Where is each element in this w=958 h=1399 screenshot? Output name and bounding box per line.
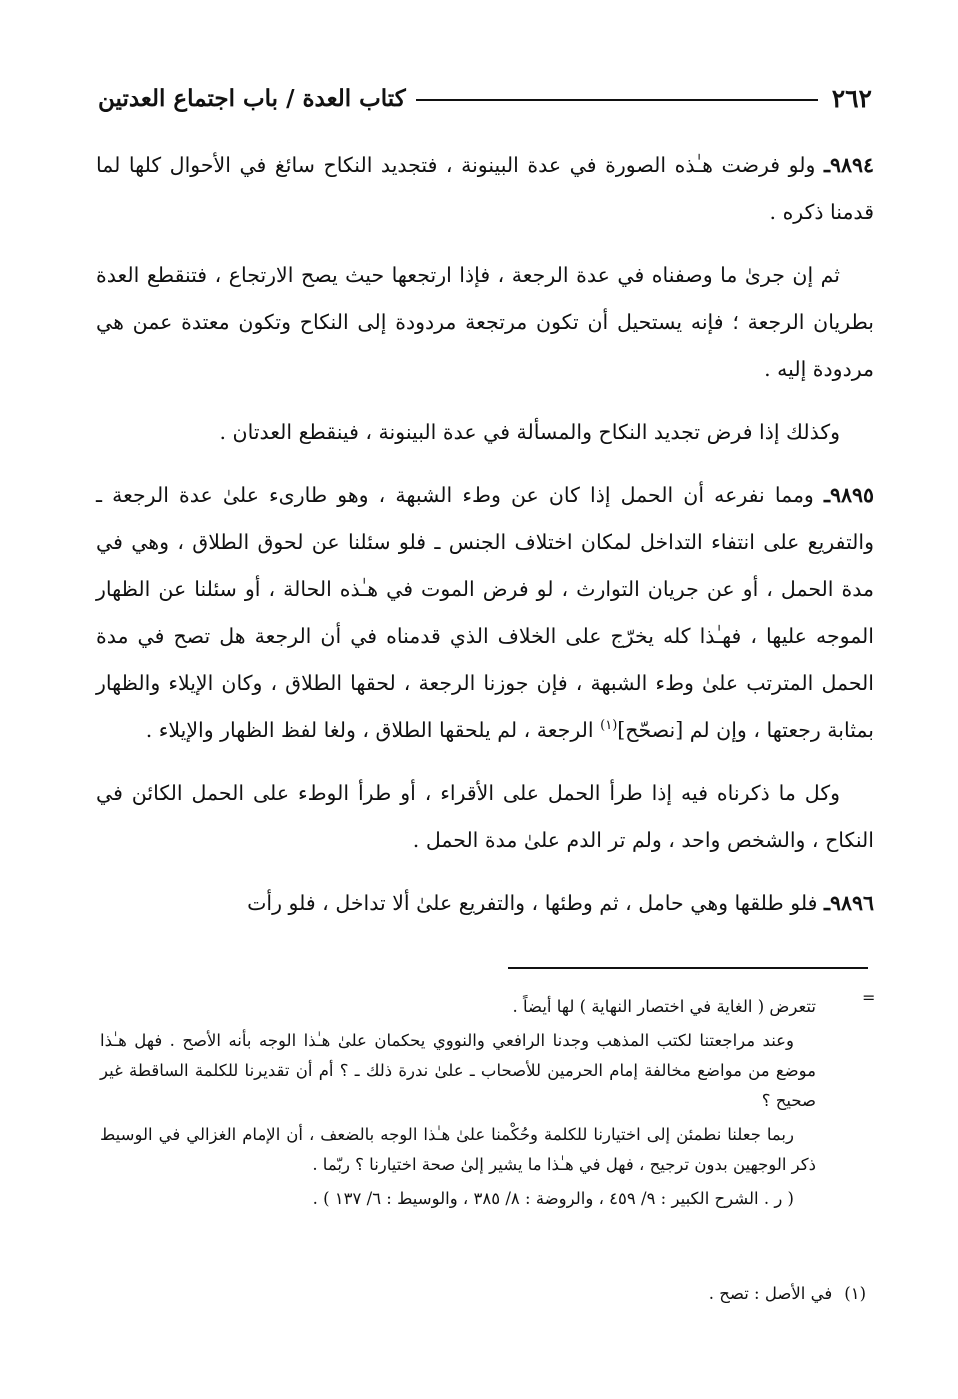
footnote-marker: (١) [844,1284,866,1303]
paragraph-9894 [96,142,874,236]
footnotes [100,992,816,1218]
footnote-reference[interactable]: (١) [600,718,618,734]
page-header [98,78,872,118]
main-text [96,142,874,943]
footnote-line: ربما جعلنا نطمئن إلى اختيارنا للكلمة وحُكْمنا علىٰ هـٰذا الوجه بالضعف ، أن الإمام الغزالي في الوسيط ذكر الوجهين بدون ترجيح ، فهل في هـٰذا ما يشير إلىٰ صحة اختيارنا ؟ ربّما . [100,1125,816,1174]
paragraph-text: وكذلك إذا فرض تجديد النكاح والمسألة في عدة البينونة ، فينقطع العدتان . [219,420,840,444]
section-number: ٩٨٩٥ـ [823,483,874,507]
running-title: كتاب العدة / باب اجتماع العدتين [98,84,406,112]
page-number: ٢٦٢ [831,83,872,113]
header-rule [416,99,818,101]
paragraph [96,409,874,456]
paragraph-9896 [96,880,874,927]
footnote-line: وعند مراجعتنا لكتب المذهب وجدنا الرافعي والنووي يحكمان علىٰ هـٰذا الوجه بأنه الأصح . فهل هـٰذا موضع من مواضع مخالفة إمام الحرمين للأصحاب ـ علىٰ ندرة ذلك ـ ؟ أم أن تقديرنا للكلمة الساقطة غير صحيح ؟ [100,1031,816,1110]
paragraph-text-tail: الرجعة ، لم يلحقها الطلاق ، ولغا لفظ الظهار والإيلاء . [145,718,601,742]
paragraph-text: فلو طلقها وهي حامل ، ثم وطئها ، والتفريع علىٰ ألا تداخل ، فلو رأت [247,891,824,915]
footnote-line: ( ر . الشرح الكبير : ٩/ ٤٥٩ ، والروضة : ٨/ ٣٨٥ ، والوسيط : ٦/ ١٣٧ ) . [312,1189,794,1208]
footnote-line: تتعرض ( الغاية في اختصار النهاية ) لها أيضاً . [512,997,816,1016]
paragraph-9895 [96,472,874,754]
paragraph-text: ولو فرضت هـٰذه الصورة في عدة البينونة ، فتجديد النكاح سائغ في الأحوال كلها لما قدمنا ذكره . [96,153,874,224]
footnote-separator [508,967,868,969]
paragraph [96,770,874,864]
paragraph-text: ومما نفرعه أن الحمل إذا كان عن وطء الشبهة ، وهو طارىء علىٰ عدة الرجعة ـ والتفريع على انتفاء التداخل لمكان اختلاف الجنس ـ فلو سئلنا عن لحوق الطلاق ، وهي في مدة الحمل ، أو عن جريان التوارث ، لو فرض الموت في هـٰذه الحالة ، أو سئلنا عن الظهار الموجه عليها ، فهـٰذا كله يخرّج على الخلاف الذي قدمناه في أن الرجعة هل تصح في مدة الحمل المترتب علىٰ وطء الشبهة ، فإن جوزنا الرجعة ، لحقها الطلاق ، وكان الإيلاء والظهار بمثابة رجعتها ، وإن لم [نصحّح] [96,483,874,742]
paragraph-text: وكل ما ذكرناه فيه إذا طرأ الحمل على الأقراء ، أو طرأ الوطء على الحمل الكائن في النكاح ، والشخص واحد ، ولم تر الدم علىٰ مدة الحمل . [96,781,874,852]
paragraph-text: ثم إن جرىٰ ما وصفناه في عدة الرجعة ، فإذا ارتجعها حيث يصح الارتجاع ، فتنقطع العدة بطريان الرجعة ؛ فإنه يستحيل أن تكون مرتجعة مردودة إلى النكاح وتكون معتدة عمن هي مردودة إليه . [96,263,874,381]
section-number: ٩٨٩٤ـ [823,153,874,177]
paragraph [96,252,874,393]
footnote-1 [100,1279,866,1309]
continuation-mark: = [862,988,876,1007]
footnote-text: في الأصل : تصح . [708,1284,833,1303]
section-number: ٩٨٩٦ـ [823,891,874,915]
